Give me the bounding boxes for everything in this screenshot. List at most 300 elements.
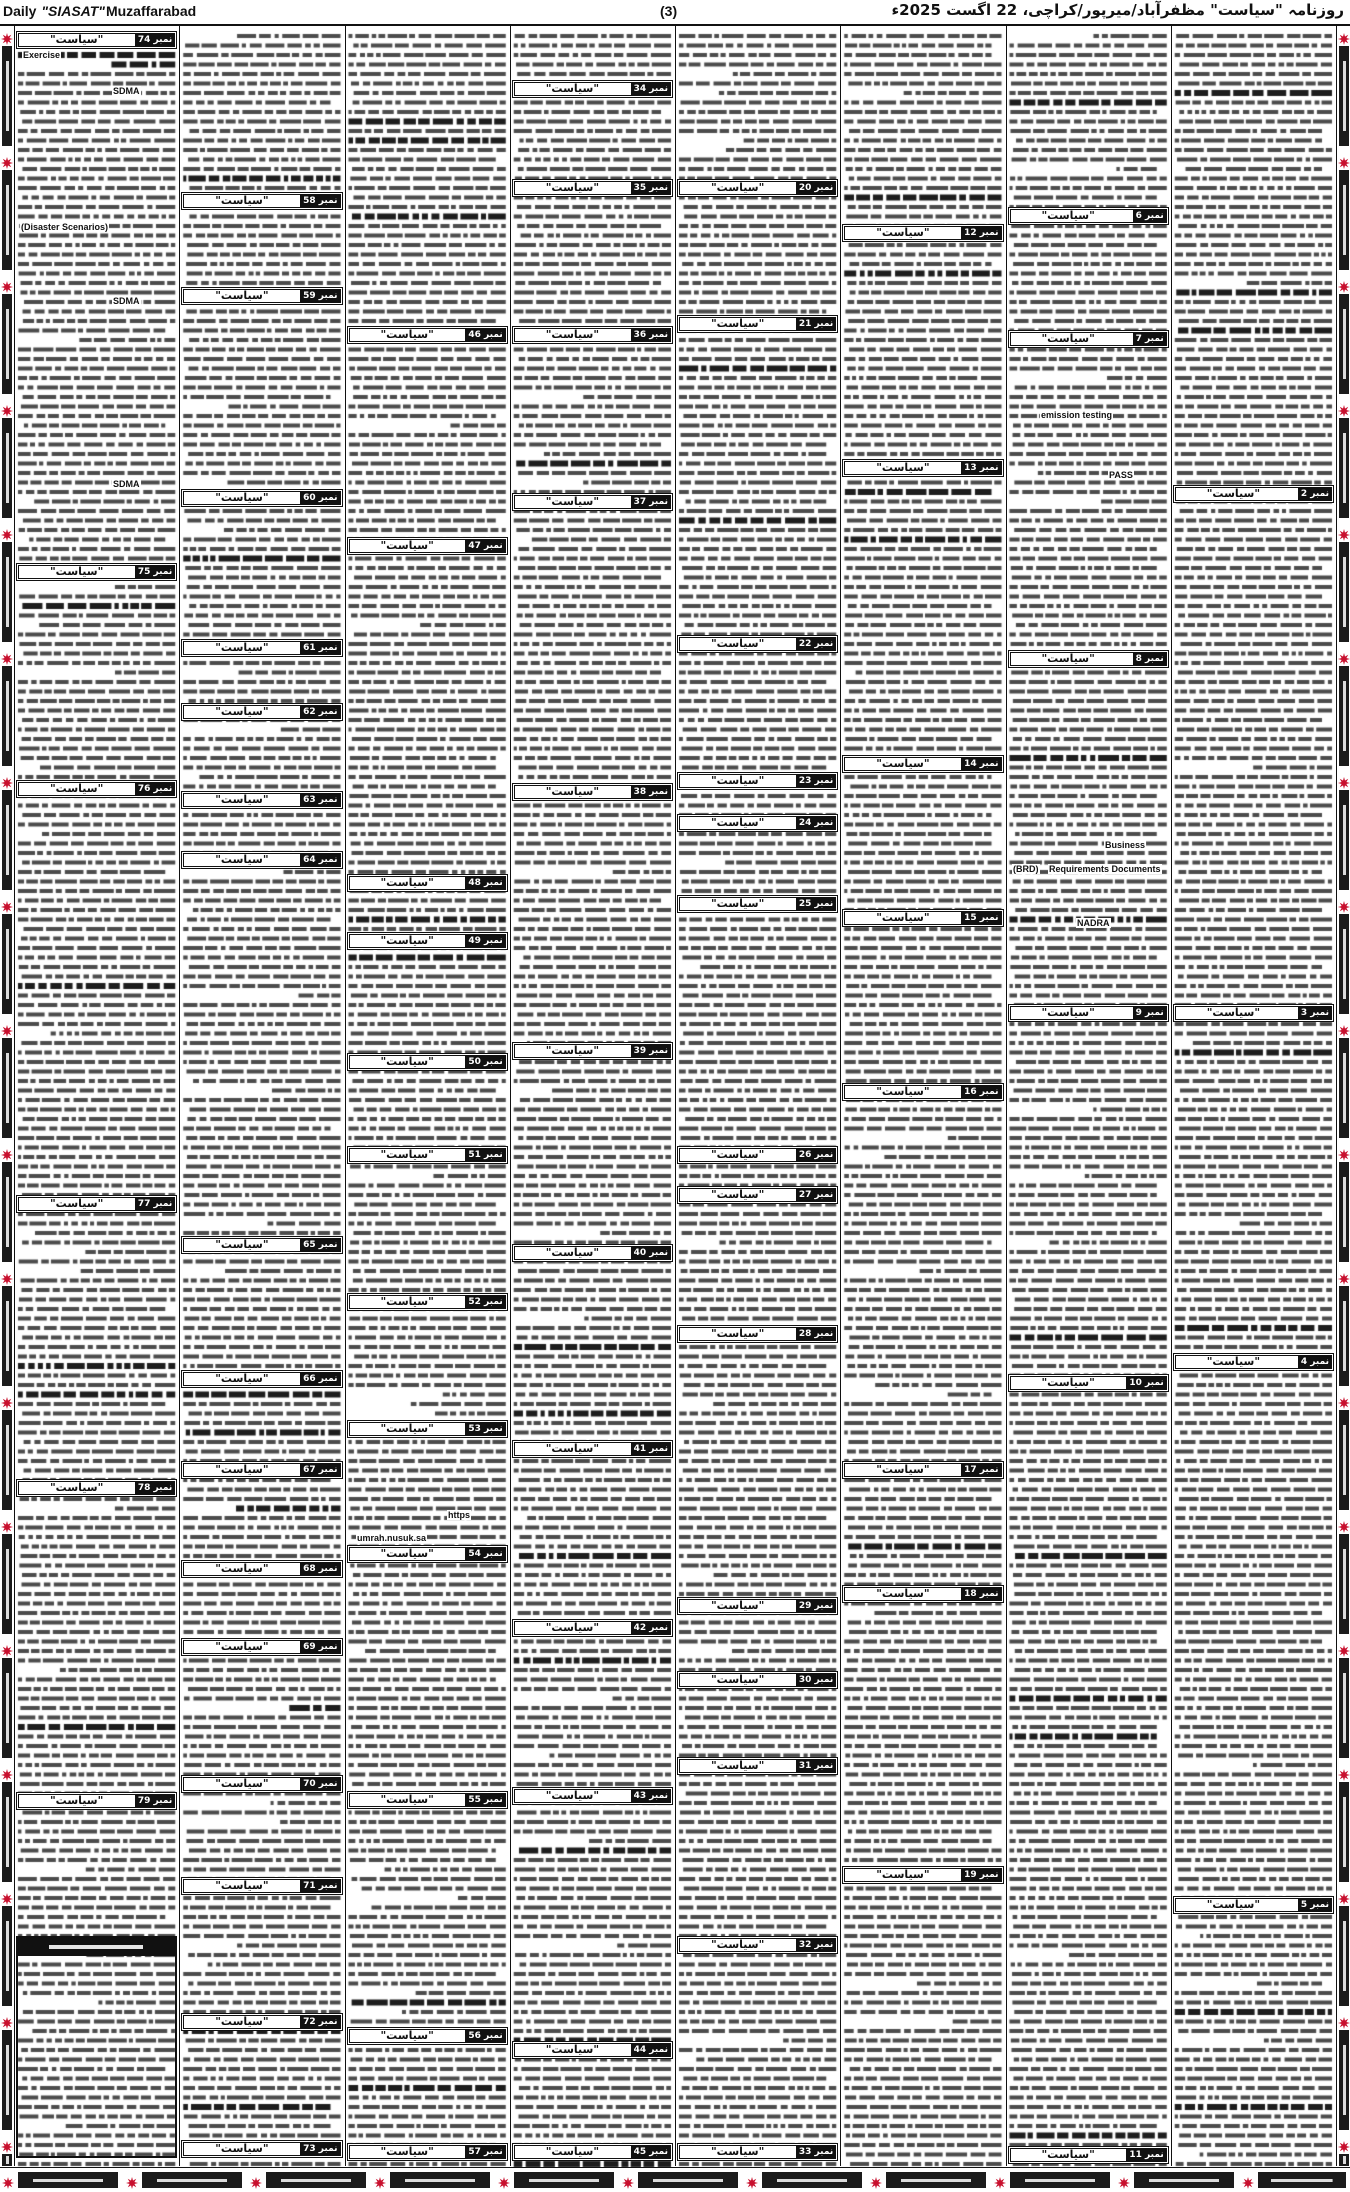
item-heading (347, 874, 508, 892)
border-ornament-box (514, 2172, 614, 2188)
border-ornament-box (1339, 46, 1349, 146)
heading-word: "سیاست" (1041, 1006, 1095, 1019)
item-number-tag: نمبر 72 (300, 2015, 340, 2029)
heading-word: "سیاست" (710, 897, 765, 910)
star-ornament-icon (1338, 2138, 1350, 2150)
item-heading (181, 791, 342, 809)
item-number-tag: نمبر 13 (961, 461, 1001, 475)
heading-word: "سیاست" (215, 491, 269, 504)
star-ornament-icon (1, 1270, 13, 1282)
item-number-tag: نمبر 50 (465, 1055, 505, 1069)
star-ornament-icon (2, 2174, 14, 2186)
border-ornament-box (2, 46, 12, 146)
item-number-tag: نمبر 27 (796, 1188, 836, 1202)
column-rule (675, 26, 676, 2166)
item-heading (512, 1244, 673, 1262)
border-ornament-box (1339, 1162, 1349, 1262)
item-heading (512, 2041, 673, 2059)
item-heading (181, 703, 342, 721)
heading-word: "سیاست" (215, 289, 269, 302)
border-ornament-box (1258, 2172, 1346, 2188)
inline-english-text: umrah.nusuk.sa (357, 1533, 427, 1543)
heading-word: "سیاست" (710, 774, 765, 787)
item-heading (512, 493, 673, 511)
item-heading (842, 1461, 1003, 1479)
heading-word: "سیاست" (545, 2043, 600, 2056)
item-number-tag: نمبر 75 (135, 565, 175, 579)
item-heading (842, 755, 1003, 773)
heading-word: "سیاست" (215, 194, 269, 207)
heading-word: "سیاست" (545, 1442, 600, 1455)
item-heading (1008, 330, 1169, 348)
inline-english-text: Business (1105, 840, 1146, 850)
urdu-masthead: روزنامہ "سیاست" مظفرآباد/میرپور/کراچی، 22 اگست 2025ء (891, 1, 1344, 19)
star-ornament-icon (1338, 1022, 1350, 1034)
item-heading (181, 1775, 342, 1793)
item-heading (181, 2013, 342, 2031)
item-heading (347, 1293, 508, 1311)
heading-word: "سیاست" (876, 1085, 930, 1098)
inline-english-text: PASS (1109, 470, 1133, 480)
star-ornament-icon (1, 2014, 13, 2026)
border-ornament-box (2, 1658, 12, 1758)
border-ornament-box (762, 2172, 862, 2188)
item-heading (842, 224, 1003, 242)
item-heading (347, 2027, 508, 2045)
heading-word: "سیاست" (380, 1148, 434, 1161)
heading-word: "سیاست" (380, 2029, 434, 2042)
item-heading (512, 1787, 673, 1805)
border-ornament-box (1339, 914, 1349, 1014)
heading-word: "سیاست" (49, 33, 104, 46)
heading-word: "سیاست" (49, 1794, 104, 1807)
star-ornament-icon (1338, 2014, 1350, 2026)
border-ornament-box (1339, 1038, 1349, 1138)
heading-word: "سیاست" (380, 1055, 434, 1068)
heading-word: "سیاست" (49, 1481, 104, 1494)
heading-word: "سیاست" (49, 782, 104, 795)
star-ornament-icon (1, 774, 13, 786)
star-ornament-icon (994, 2174, 1006, 2186)
item-number-tag: نمبر 18 (961, 1587, 1001, 1601)
item-heading (512, 1619, 673, 1637)
item-heading (677, 1671, 838, 1689)
border-ornament-box (886, 2172, 986, 2188)
item-number-tag: نمبر 52 (465, 1295, 505, 1309)
star-ornament-icon (622, 2174, 634, 2186)
border-ornament-box (2, 790, 12, 890)
item-number-tag: نمبر 53 (465, 1422, 505, 1436)
star-ornament-icon (1, 1146, 13, 1158)
column-rule (1336, 26, 1337, 2166)
star-ornament-icon (1, 1394, 13, 1406)
item-number-tag: نمبر 67 (300, 1463, 340, 1477)
item-number-tag: نمبر 14 (961, 757, 1001, 771)
heading-word: "سیاست" (710, 1327, 765, 1340)
heading-word: "سیاست" (1041, 1376, 1095, 1389)
heading-word: "سیاست" (876, 911, 930, 924)
item-heading (677, 814, 838, 832)
item-number-tag: نمبر 24 (796, 816, 836, 830)
border-ornament-box (1339, 170, 1349, 270)
item-number-tag: نمبر 30 (796, 1673, 836, 1687)
item-heading (16, 1479, 177, 1497)
border-ornament-box (1339, 790, 1349, 890)
item-heading (181, 2140, 342, 2158)
heading-word: "سیاست" (710, 1148, 765, 1161)
item-heading (347, 1146, 508, 1164)
border-ornament-box (1339, 542, 1349, 642)
heading-word: "سیاست" (545, 1621, 600, 1634)
item-heading (677, 315, 838, 333)
heading-word: "سیاست" (545, 495, 600, 508)
notice-box-heading (18, 1938, 175, 1956)
item-number-tag: نمبر 40 (631, 1246, 671, 1260)
border-ornament-box (1339, 1782, 1349, 1882)
masthead-bar (0, 0, 1350, 26)
border-ornament-box (2, 542, 12, 642)
heading-word: "سیاست" (49, 1197, 104, 1210)
item-number-tag: نمبر 4 (1298, 1355, 1332, 1369)
item-number-tag: نمبر 7 (1133, 332, 1167, 346)
item-heading (842, 1083, 1003, 1101)
star-ornament-icon (1338, 1518, 1350, 1530)
star-ornament-icon (374, 2174, 386, 2186)
item-heading (181, 1560, 342, 1578)
heading-word: "سیاست" (710, 1759, 765, 1772)
item-number-tag: نمبر 9 (1133, 1006, 1167, 1020)
item-number-tag: نمبر 38 (631, 785, 671, 799)
item-heading (347, 537, 508, 555)
item-number-tag: نمبر 43 (631, 1789, 671, 1803)
item-number-tag: نمبر 51 (465, 1148, 505, 1162)
star-ornament-icon (1338, 898, 1350, 910)
star-ornament-icon (126, 2174, 138, 2186)
item-number-tag: نمبر 48 (465, 876, 505, 890)
item-number-tag: نمبر 63 (300, 793, 340, 807)
item-number-tag: نمبر 57 (465, 2145, 505, 2159)
inline-english-text: NADRA (1077, 918, 1110, 928)
heading-word: "سیاست" (380, 328, 434, 341)
border-ornament-box (1339, 294, 1349, 394)
item-heading (677, 895, 838, 913)
column-rule (345, 26, 346, 2166)
heading-word: "سیاست" (1041, 652, 1095, 665)
item-number-tag: نمبر 33 (796, 2145, 836, 2159)
item-heading (16, 780, 177, 798)
item-heading (181, 639, 342, 657)
star-ornament-icon (1, 30, 13, 42)
star-ornament-icon (1, 154, 13, 166)
item-number-tag: نمبر 55 (465, 1793, 505, 1807)
item-number-tag: نمبر 76 (135, 782, 175, 796)
border-ornament-box (18, 2172, 118, 2188)
heading-word: "سیاست" (545, 181, 600, 194)
heading-word: "سیاست" (545, 1044, 600, 1057)
english-title (3, 3, 196, 19)
item-heading (16, 1792, 177, 1810)
heading-word: "سیاست" (545, 1246, 600, 1259)
star-ornament-icon (1, 1890, 13, 1902)
star-ornament-icon (1, 526, 13, 538)
item-number-tag: نمبر 59 (300, 289, 340, 303)
heading-word: "سیاست" (545, 82, 600, 95)
heading-word: "سیاست" (380, 1547, 434, 1560)
star-ornament-icon (1, 2138, 13, 2150)
item-number-tag: نمبر 49 (465, 934, 505, 948)
border-ornament-box (1339, 666, 1349, 766)
border-ornament-box (2, 170, 12, 270)
heading-word: "سیاست" (1041, 332, 1095, 345)
column-rule (510, 26, 511, 2166)
border-ornament-box (1134, 2172, 1234, 2188)
item-heading (181, 1370, 342, 1388)
star-ornament-icon (498, 2174, 510, 2186)
border-ornament-box (390, 2172, 490, 2188)
star-ornament-icon (746, 2174, 758, 2186)
item-number-tag: نمبر 6 (1133, 209, 1167, 223)
heading-word: "سیاست" (215, 1562, 269, 1575)
item-number-tag: نمبر 64 (300, 853, 340, 867)
item-heading (181, 1461, 342, 1479)
item-heading (181, 1877, 342, 1895)
item-heading (1008, 207, 1169, 225)
item-heading (16, 31, 177, 49)
item-number-tag: نمبر 3 (1298, 1006, 1332, 1020)
border-ornament-box (638, 2172, 738, 2188)
inline-english-text: Requirements Documents (1049, 864, 1161, 874)
star-ornament-icon (1338, 526, 1350, 538)
star-ornament-icon (870, 2174, 882, 2186)
heading-word: "سیاست" (215, 1777, 269, 1790)
item-number-tag: نمبر 45 (631, 2145, 671, 2159)
item-number-tag: نمبر 15 (961, 911, 1001, 925)
item-heading (181, 192, 342, 210)
star-ornament-icon (1338, 650, 1350, 662)
star-ornament-icon (1118, 2174, 1130, 2186)
item-heading (181, 287, 342, 305)
heading-word: "سیاست" (876, 1463, 930, 1476)
star-ornament-icon (1338, 1146, 1350, 1158)
item-number-tag: نمبر 42 (631, 1621, 671, 1635)
heading-word: "سیاست" (380, 2145, 434, 2158)
item-heading (1008, 1374, 1169, 1392)
item-number-tag: نمبر 79 (135, 1794, 175, 1808)
heading-word: "سیاست" (215, 1463, 269, 1476)
item-heading (347, 1053, 508, 1071)
item-heading (347, 326, 508, 344)
heading-word: "سیاست" (215, 2015, 269, 2028)
heading-word: "سیاست" (380, 1793, 434, 1806)
item-number-tag: نمبر 31 (796, 1759, 836, 1773)
item-heading (347, 1420, 508, 1438)
item-number-tag: نمبر 26 (796, 1148, 836, 1162)
border-ornament-box (1339, 418, 1349, 518)
item-heading (677, 1146, 838, 1164)
item-heading (512, 1042, 673, 1060)
item-number-tag: نمبر 17 (961, 1463, 1001, 1477)
item-number-tag: نمبر 47 (465, 539, 505, 553)
item-number-tag: نمبر 70 (300, 1777, 340, 1791)
heading-word: "سیاست" (380, 539, 434, 552)
item-heading (677, 1186, 838, 1204)
heading-word: "سیاست" (1041, 2148, 1095, 2161)
item-heading (1173, 1004, 1334, 1022)
border-ornament-box (2, 914, 12, 1014)
item-heading (1008, 1004, 1169, 1022)
item-heading (347, 1545, 508, 1563)
item-heading (512, 179, 673, 197)
item-heading (181, 851, 342, 869)
border-ornament-box (2, 2030, 12, 2130)
inline-english-text: (Disaster Scenarios) (21, 222, 109, 232)
item-heading (677, 179, 838, 197)
item-number-tag: نمبر 16 (961, 1085, 1001, 1099)
item-number-tag: نمبر 32 (796, 1938, 836, 1952)
item-heading (677, 772, 838, 790)
inline-english-text: emission testing (1041, 410, 1113, 420)
item-heading (677, 1325, 838, 1343)
star-ornament-icon (1338, 278, 1350, 290)
heading-word: "سیاست" (710, 1188, 765, 1201)
item-number-tag: نمبر 22 (796, 637, 836, 651)
item-number-tag: نمبر 77 (135, 1197, 175, 1211)
item-number-tag: نمبر 25 (796, 897, 836, 911)
item-number-tag: نمبر 66 (300, 1372, 340, 1386)
inline-english-text: SDMA (113, 479, 140, 489)
item-number-tag: نمبر 69 (300, 1640, 340, 1654)
heading-word: "سیاست" (215, 793, 269, 806)
item-heading (181, 489, 342, 507)
heading-word: "سیاست" (710, 1673, 765, 1686)
heading-word: "سیاست" (380, 934, 434, 947)
item-number-tag: نمبر 5 (1298, 1898, 1332, 1912)
item-heading (842, 459, 1003, 477)
item-heading (677, 1597, 838, 1615)
heading-word: "سیاست" (876, 757, 930, 770)
item-number-tag: نمبر 34 (631, 82, 671, 96)
heading-word: "سیاست" (215, 1879, 269, 1892)
heading-word: "سیاست" (215, 1238, 269, 1251)
border-ornament-box (142, 2172, 242, 2188)
item-number-tag: نمبر 62 (300, 705, 340, 719)
border-ornament-box (1339, 1286, 1349, 1386)
item-number-tag: نمبر 8 (1133, 652, 1167, 666)
item-heading (347, 1791, 508, 1809)
item-heading (347, 932, 508, 950)
page-number: (3) (660, 3, 678, 19)
border-ornament-box (1010, 2172, 1110, 2188)
item-number-tag: نمبر 58 (300, 194, 340, 208)
item-heading (347, 2143, 508, 2161)
item-heading (512, 2143, 673, 2161)
item-number-tag: نمبر 19 (961, 1868, 1001, 1882)
item-number-tag: نمبر 37 (631, 495, 671, 509)
item-number-tag: نمبر 61 (300, 641, 340, 655)
border-ornament-box (2, 418, 12, 518)
border-ornament-box (2, 1162, 12, 1262)
heading-word: "سیاست" (876, 1868, 930, 1881)
heading-word: "سیاست" (545, 328, 600, 341)
title-name: "SIASAT" (41, 3, 105, 19)
item-heading (1173, 485, 1334, 503)
heading-word: "سیاست" (545, 785, 600, 798)
item-heading (1173, 1353, 1334, 1371)
item-heading (16, 563, 177, 581)
item-heading (512, 326, 673, 344)
star-ornament-icon (250, 2174, 262, 2186)
star-ornament-icon (1, 898, 13, 910)
heading-word: "سیاست" (710, 2145, 765, 2158)
border-ornament-box (2, 294, 12, 394)
star-ornament-icon (1338, 1642, 1350, 1654)
heading-word: "سیاست" (1206, 1006, 1261, 1019)
heading-word: "سیاست" (215, 1640, 269, 1653)
item-number-tag: نمبر 39 (631, 1044, 671, 1058)
border-ornament-box (1339, 2030, 1349, 2130)
heading-word: "سیاست" (710, 637, 765, 650)
heading-word: "سیاست" (710, 317, 765, 330)
star-ornament-icon (1242, 2174, 1254, 2186)
border-ornament-box (1339, 1534, 1349, 1634)
item-number-tag: نمبر 20 (796, 181, 836, 195)
star-ornament-icon (1338, 1394, 1350, 1406)
item-heading (181, 1638, 342, 1656)
item-number-tag: نمبر 71 (300, 1879, 340, 1893)
star-ornament-icon (1338, 1270, 1350, 1282)
heading-word: "سیاست" (1041, 209, 1095, 222)
heading-word: "سیاست" (215, 705, 269, 718)
star-ornament-icon (1, 650, 13, 662)
heading-word: "سیاست" (215, 641, 269, 654)
heading-word: "سیاست" (876, 461, 930, 474)
heading-word: "سیاست" (380, 1295, 434, 1308)
inline-english-text: SDMA (113, 86, 140, 96)
inline-english-text: SDMA (113, 296, 140, 306)
item-number-tag: نمبر 23 (796, 774, 836, 788)
heading-word: "سیاست" (1206, 1898, 1261, 1911)
item-heading (1008, 2146, 1169, 2164)
item-heading (512, 1440, 673, 1458)
item-number-tag: نمبر 28 (796, 1327, 836, 1341)
border-ornament-box (2, 2154, 12, 2166)
heading-word: "سیاست" (710, 816, 765, 829)
title-city: Muzaffarabad (105, 3, 197, 19)
heading-word: "سیاست" (380, 1422, 434, 1435)
item-number-tag: نمبر 12 (961, 226, 1001, 240)
heading-word: "سیاست" (710, 181, 765, 194)
border-ornament-box (2, 1534, 12, 1634)
star-ornament-icon (1338, 774, 1350, 786)
item-number-tag: نمبر 2 (1298, 487, 1332, 501)
border-ornament-box (2, 1906, 12, 2006)
item-number-tag: نمبر 56 (465, 2029, 505, 2043)
border-ornament-box (2, 666, 12, 766)
item-number-tag: نمبر 10 (1126, 1376, 1166, 1390)
star-ornament-icon (1338, 1766, 1350, 1778)
item-heading (512, 783, 673, 801)
border-ornament-box (1339, 1906, 1349, 2006)
item-heading (1173, 1896, 1334, 1914)
border-ornament-box (1339, 1410, 1349, 1510)
inline-english-text: (BRD) (1013, 864, 1039, 874)
heading-word: "سیاست" (876, 1587, 930, 1600)
item-heading (1008, 650, 1169, 668)
star-ornament-icon (1, 402, 13, 414)
star-ornament-icon (1, 1022, 13, 1034)
heading-word: "سیاست" (710, 1599, 765, 1612)
item-heading (16, 1195, 177, 1213)
